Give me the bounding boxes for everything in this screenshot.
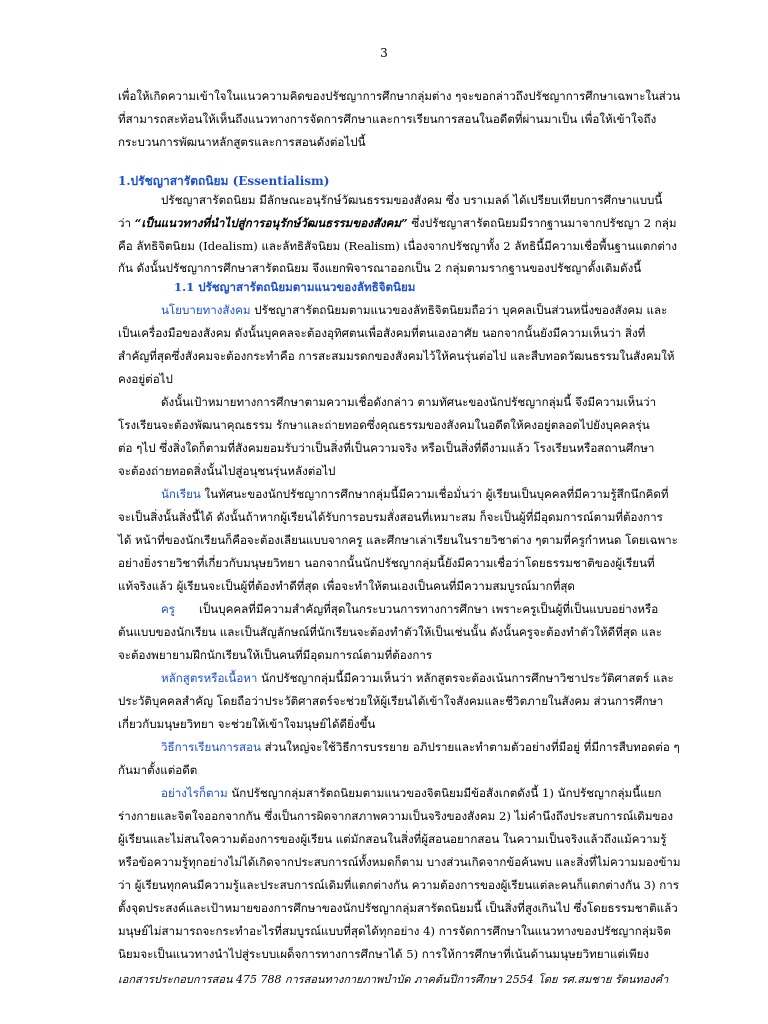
social-policy-line-2: เป็นเครื่องมือของสังคม ดังนั้นบุคคลจะต้องอุทิศตนเพื่อสังคมที่ตนเองอาศัย นอกจากนั้นยังมีความเห็นว่า สิ่งที่ bbox=[118, 326, 646, 340]
subsection-heading: 1.1 ปรัชญาสารัตถนิยมตามแนวของลัทธิจิตนิยม bbox=[174, 280, 416, 294]
however-line-5: ว่า ผู้เรียนทุกคนมีความรู้และประสบการณ์เดิมที่แตกต่างกัน ความต้องการของผู้เรียนแต่ละคนก็แตกต่างกัน 3) การ bbox=[118, 878, 680, 892]
curriculum-line-1 bbox=[161, 673, 674, 685]
teacher-line-3: จะต้องพยายามฝึกนักเรียนให้เป็นคนที่มีอุดมการณ์ตามที่ต้องการ bbox=[118, 648, 433, 662]
learner-line-1 bbox=[161, 489, 669, 501]
section1-quote: “เป็นแนวทางที่นำไปสู่การอนุรักษ์วัฒนธรรมของสังคม” bbox=[134, 216, 408, 230]
learner-line-5: แท้จริงแล้ว ผู้เรียนจะเป็นผู้ที่ต้องทำดีที่สุด เพื่อจะทำให้ตนเองเป็นคนที่มีความสมบูรณ์มากที่สุด bbox=[118, 579, 575, 593]
methods-line-2: กันมาตั้งแต่อดีต bbox=[118, 763, 198, 777]
section1-line-4: กัน ดังนั้นปรัชญาการศึกษาสารัตถนิยม จึงแยกพิจารณาออกเป็น 2 กลุ่มตามรากฐานของปรัชญาดั้งเดิมดังนี้ bbox=[118, 261, 642, 275]
social-policy-text: ปรัชญาสารัตถนิยมตามแนวของลัทธิจิตนิยมถือว่า บุคคลเป็นส่วนหนึ่งของสังคม และ bbox=[250, 303, 668, 317]
however-text: นักปรัชญากลุ่มสารัตถนิยมตามแนวของจิตนิยมมีข้อสังเกตดังนี้ 1) นักปรัชญากลุ่มนี้แยก bbox=[227, 786, 662, 800]
social-policy-line-3: สำคัญที่สุดซึ่งสังคมจะต้องกระทำคือ การสะสมมรดกของสังคมไว้ให้คนรุ่นต่อไป และสืบทอดวัฒนธรรมในสังคมให้ bbox=[118, 349, 675, 363]
section1-line-3: คือ ลัทธิจิตนิยม (Idealism) และลัทธิสัจนิยม (Realism) เนื่องจากปรัชญาทั้ง 2 ลัทธินี้มีความเชื่อพื้นฐานแตกต่าง bbox=[118, 239, 678, 253]
section1-line-1: ปรัชญาสารัตถนิยม มีลักษณะอนุรักษ์วัฒนธรรมของสังคม ซึ่ง บราเมลด์ ได้เปรียบเทียบการศึกษาแบบนี้ bbox=[161, 193, 663, 207]
footer-course: เอกสารประกอบการสอน 475 788 การสอนทางกายภาพบำบัด ภาคต้นปีการศึกษา 2554 bbox=[118, 973, 534, 986]
social-policy-label: นโยบายทางสังคม bbox=[161, 303, 251, 317]
teacher-line-2: ต้นแบบของนักเรียน และเป็นสัญลักษณ์ที่นักเรียนจะต้องทำตัวให้เป็นเช่นนั้น ดังนั้นครูจะต้องทำตัวให้ดีที่สุด และ bbox=[118, 625, 662, 639]
footer-author: โดย รศ.สมชาย รัตนทองคำ bbox=[538, 973, 669, 986]
curriculum-line-2: ประวัติบุคคลสำคัญ โดยถือว่าประวัติศาสตร์จะช่วยให้ผู้เรียนได้เข้าใจสังคมและชีวิตภายในสังคม ส่วนการศึกษา bbox=[118, 694, 664, 708]
page-footer bbox=[118, 970, 678, 988]
methods-text: ส่วนใหญ่จะใช้วิธีการบรรยาย อภิปรายและทำตามตัวอย่างที่มีอยู่ ที่มีการสืบทอดต่อ ๆ bbox=[260, 740, 680, 754]
learner-text: ในทัศนะของนักปรัชญาการศึกษากลุ่มนี้มีความเชื่อมั่นว่า ผู้เรียนเป็นบุคคลที่มีความรู้สึกนึกคิดที่ bbox=[200, 487, 669, 501]
teacher-label: ครู bbox=[161, 602, 175, 616]
learner-line-2: จะเป็นสิ่งนั้นสิ่งนี้ได้ ดังนั้นถ้าหากผู้เรียนได้รับการอบรมสั่งสอนที่เหมาะสม ก็จะเป็นผู้ที่มีอุดมการณ์ตามที่ต้องการ bbox=[118, 510, 663, 524]
teacher-line-1 bbox=[161, 604, 658, 616]
intro-line-2: ที่สามารถสะท้อนให้เห็นถึงแนวทางการจัดการศึกษาและการเรียนการสอนในอดีตที่ผ่านมาเป็น เพื่อให้เข้าใจถึง bbox=[118, 112, 657, 126]
section1-line-2 bbox=[118, 218, 677, 230]
curriculum-text: นักปรัชญากลุ่มนี้มีความเห็นว่า หลักสูตรจะต้องเน้นการศึกษาวิชาประวัติศาสตร์ และ bbox=[257, 671, 674, 685]
goals-line-3: ต่อ ๆไป ซึ่งสิ่งใดก็ตามที่สังคมยอมรับว่าเป็นสิ่งที่เป็นความจริง หรือเป็นสิ่งที่ดีงามแล้ว โรงเรียนหรือสถานศึกษา bbox=[118, 441, 655, 455]
learner-label: นักเรียน bbox=[161, 487, 201, 501]
goals-line-1: ดังนั้นเป้าหมายทางการศึกษาตามความเชื่อดังกล่าว ตามทัศนะของนักปรัชญากลุ่มนี้ จึงมีความเห็นว่า bbox=[161, 395, 657, 409]
however-line-1 bbox=[161, 788, 661, 800]
however-label: อย่างไรก็ตาม bbox=[161, 786, 228, 800]
intro-line-3: กระบวนการพัฒนาหลักสูตรและการสอนดังต่อไปนี้ bbox=[118, 135, 366, 149]
section1-line-2-rest: ซึ่งปรัชญาสารัตถนิยมมีรากฐานมาจากปรัชญา 2 กลุ่ม bbox=[407, 216, 677, 230]
curriculum-line-3: เกี่ยวกับมนุษยวิทยา จะช่วยให้เข้าใจมนุษย์ได้ดียิ่งขึ้น bbox=[118, 717, 376, 731]
teacher-text: เป็นบุคคลที่มีความสำคัญที่สุดในกระบวนการทางการศึกษา เพราะครูเป็นผู้ที่เป็นแบบอย่างหรือ bbox=[198, 602, 659, 616]
learner-line-4: อย่างยิ่งรายวิชาที่เกี่ยวกับมนุษยวิทยา นอกจากนั้นนักปรัชญากลุ่มนี้ยังมีความเชื่อว่าโดยธรรมชาติของผู้เรียนที่ bbox=[118, 556, 655, 570]
social-policy-line-4: คงอยู่ต่อไป bbox=[118, 372, 173, 386]
however-line-8: นิยมจะเป็นแนวทางนำไปสู่ระบบเผด็จการทางการศึกษาได้ 5) การให้การศึกษาที่เน้นด้านมนุษยวิทยาแต่เพียง bbox=[118, 947, 650, 961]
learner-line-3: ได้ หน้าที่ของนักเรียนก็คือจะต้องเลียนแบบจากครู และศึกษาเล่าเรียนในรายวิชาต่าง ๆตามที่ครูกำหนด โดยเฉพาะ bbox=[118, 533, 678, 547]
however-line-3: ผู้เรียนและไม่สนใจความต้องการของผู้เรียน แต่มักสอนในสิ่งที่ผู้สอนอยากสอน ในความเป็นจริงแล้วถึงแม้ความรู้ bbox=[118, 832, 667, 846]
methods-line-1 bbox=[161, 742, 680, 754]
however-line-6: ตั้งจุดประสงค์และเป้าหมายของการศึกษาของนักปรัชญากลุ่มสารัตถนิยมนี้ เป็นสิ่งที่สูงเกินไป ซึ่งโดยธรรมชาติแล้ว bbox=[118, 901, 678, 915]
section1-line-2-start: ว่า bbox=[118, 216, 135, 230]
methods-label: วิธีการเรียนการสอน bbox=[161, 740, 261, 754]
page-number: 3 bbox=[380, 46, 388, 60]
intro-line-1: เพื่อให้เกิดความเข้าใจในแนวความคิดของปรัชญาการศึกษากลุ่มต่าง ๆจะขอกล่าวถึงปรัชญาการศึกษาเฉพาะในส่วน bbox=[118, 89, 681, 103]
however-line-4: หรือข้อความรู้ทุกอย่างไม่ได้เกิดจากประสบการณ์ทั้งหมดก็ตาม บางส่วนเกิดจากข้อค้นพบ และสิ่งที่ไม่ความมองข้าม bbox=[118, 855, 681, 869]
goals-line-4: จะต้องถ่ายทอดสิ่งนั้นไปสู่อนุชนรุ่นหลังต่อไป bbox=[118, 464, 336, 478]
goals-line-2: โรงเรียนจะต้องพัฒนาคุณธรรม รักษาและถ่ายทอดซึ่งคุณธรรมของสังคมในอดีตให้คงอยู่ตลอดไปยังบุคคลรุ่น bbox=[118, 418, 650, 432]
curriculum-label: หลักสูตรหรือเนื้อหา bbox=[161, 671, 258, 685]
however-line-2: ร่างกายและจิตใจออกจากกัน ซึ่งเป็นการผิดจากสภาพความเป็นจริงของสังคม 2) ไม่คำนึงถึงประสบการณ์เดิมของ bbox=[118, 809, 674, 823]
social-policy-line-1 bbox=[161, 305, 667, 317]
section-heading: 1.ปรัชญาสารัตถนิยม (Essentialism) bbox=[118, 174, 330, 188]
however-line-7: มนุษย์ไม่สามารถจะกระทำอะไรที่สมบูรณ์แบบที่สุดได้ทุกอย่าง 4) การจัดการศึกษาในแนวทางของปรัชญากลุ่มจิต bbox=[118, 924, 671, 938]
